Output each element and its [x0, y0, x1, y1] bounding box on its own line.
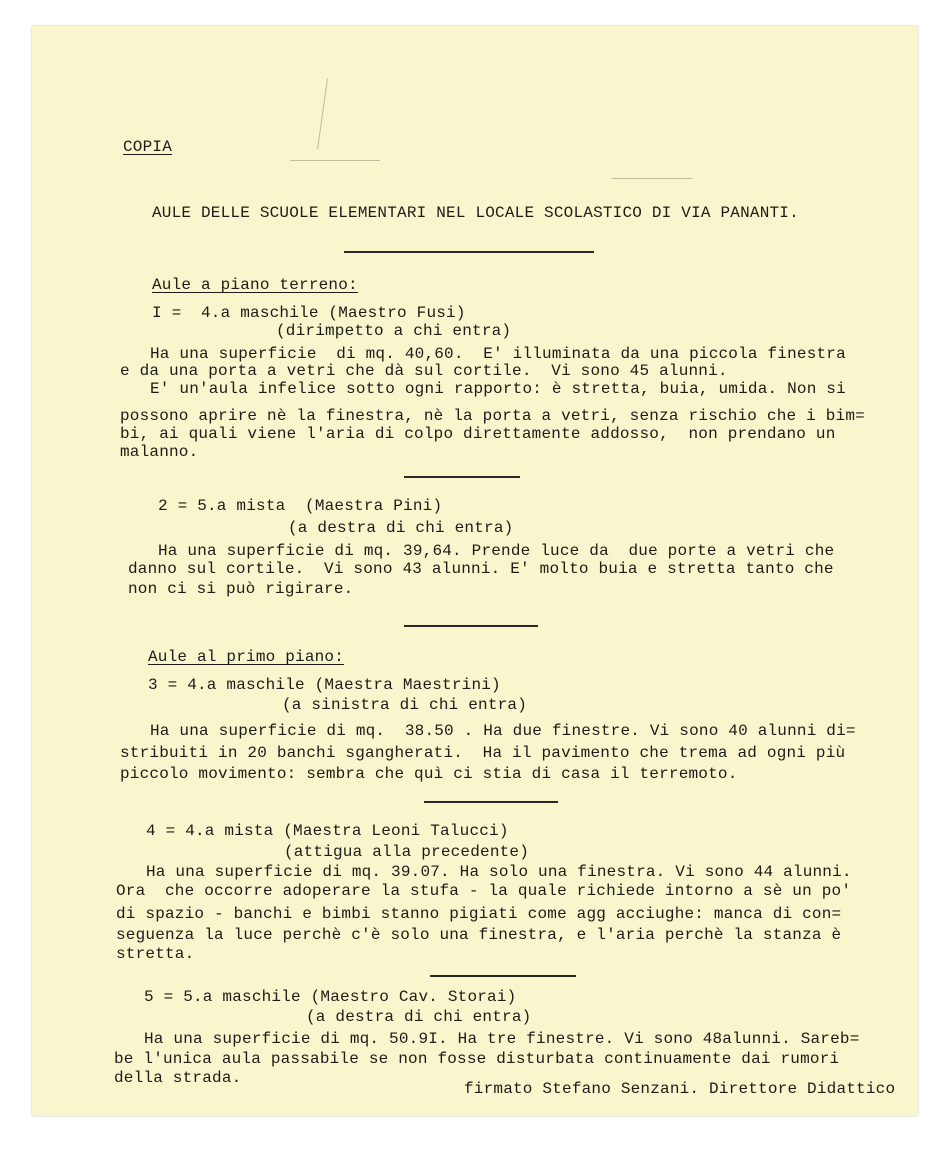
room-title: 3 = 4.a maschile (Maestra Maestrini) [148, 676, 501, 694]
room-location: (attigua alla precedente) [284, 843, 530, 861]
room-text-line: Ha una superficie di mq. 38.50 . Ha due finestre. Vi sono 40 alunni di= [150, 722, 856, 740]
divider [430, 975, 576, 977]
room-text-line: be l'unica aula passabile se non fosse disturbata continuamente dai rumori [114, 1050, 840, 1068]
room-location: (a destra di chi entra) [288, 519, 514, 537]
signature: firmato Stefano Senzani. Direttore Didattico [464, 1080, 896, 1098]
room-title: 4 = 4.a mista (Maestra Leoni Talucci) [146, 822, 509, 840]
divider [344, 251, 594, 253]
room-text-line: Ora che occorre adoperare la stufa - la quale richiede intorno a sè un po' [116, 882, 852, 900]
room-text-line: piccolo movimento: sembra che quì ci stia di casa il terremoto. [120, 765, 738, 783]
room-text-line: della strada. [114, 1069, 242, 1087]
room-text-line: seguenza la luce perchè c'è solo una finestra, e l'aria perchè la stanza è [116, 926, 842, 944]
faint-mark [290, 160, 380, 161]
section-heading-first-floor: Aule al primo piano: [148, 648, 345, 666]
room-title: 2 = 5.a mista (Maestra Pini) [158, 497, 443, 515]
room-text-line: Ha una superficie di mq. 39.07. Ha solo una finestra. Vi sono 44 alunni. [146, 863, 852, 881]
room-text-line: di spazio - banchi e bimbi stanno pigiati come agg acciughe: manca di con= [116, 905, 842, 923]
section-heading-ground-floor: Aule a piano terreno: [152, 276, 358, 294]
room-text-line: bi, ai quali viene l'aria di colpo direttamente addosso, non prendano un [120, 425, 836, 443]
room-text-line: possono aprire nè la finestra, nè la porta a vetri, senza rischio che i bim= [120, 407, 865, 425]
room-text-line: danno sul cortile. Vi sono 43 alunni. E' molto buia e stretta tanto che [128, 560, 834, 578]
room-text-line: Ha una superficie di mq. 40,60. E' illuminata da una piccola finestra [150, 345, 846, 363]
room-text-line: stretta. [116, 945, 195, 963]
room-text-line: non ci si può rigirare. [128, 580, 354, 598]
room-location: (a destra di chi entra) [306, 1008, 532, 1026]
page-title: AULE DELLE SCUOLE ELEMENTARI NEL LOCALE SCOLASTICO DI VIA PANANTI. [152, 204, 799, 222]
room-text-line: Ha una superficie di mq. 50.9I. Ha tre finestre. Vi sono 48alunni. Sareb= [144, 1030, 860, 1048]
divider [424, 801, 558, 803]
divider [404, 476, 520, 478]
room-location: (dirimpetto a chi entra) [276, 322, 512, 340]
room-text-line: E' un'aula infelice sotto ogni rapporto: è stretta, buia, umida. Non si [150, 380, 846, 398]
room-location: (a sinistra di chi entra) [282, 696, 528, 714]
room-text-line: malanno. [120, 443, 199, 461]
room-text-line: stribuiti in 20 banchi sgangherati. Ha il pavimento che trema ad ogni più [120, 744, 846, 762]
room-text-line: Ha una superficie di mq. 39,64. Prende luce da due porte a vetri che [158, 542, 835, 560]
faint-mark [612, 178, 692, 179]
room-text-line: e da una porta a vetri che dà sul cortile. Vi sono 45 alunni. [120, 362, 728, 380]
room-title: 5 = 5.a maschile (Maestro Cav. Storai) [144, 988, 517, 1006]
divider [404, 625, 538, 627]
copy-mark: COPIA [123, 138, 173, 156]
room-title: I = 4.a maschile (Maestro Fusi) [152, 304, 466, 322]
